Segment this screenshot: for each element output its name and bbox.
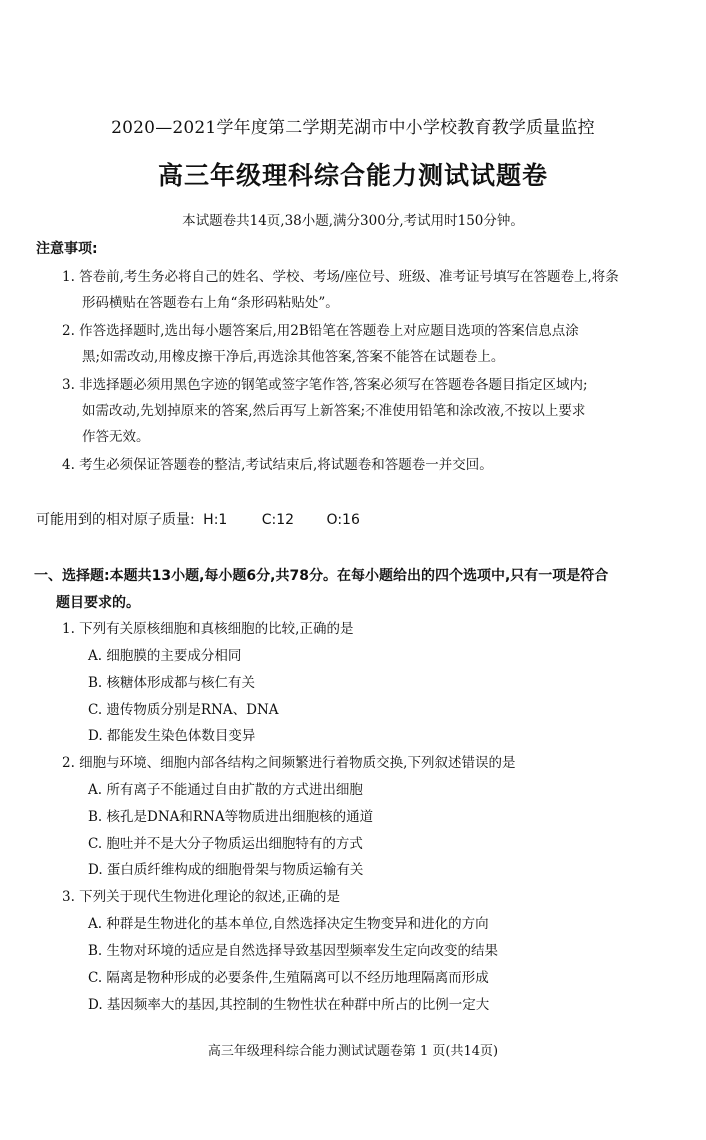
atomic-mass-c: C:12 <box>261 512 295 528</box>
question-stem: 3. 下列关于现代生物进化理论的叙述,正确的是 <box>62 889 340 905</box>
question-option: B. 核孔是DNA和RNA等物质进出细胞核的通道 <box>88 809 374 825</box>
atomic-masses <box>36 509 360 529</box>
notice-line: 2. 作答选择题时,选出每小题答案后,用2B铅笔在答题卷上对应题目选项的答案信息点涂 <box>62 323 579 339</box>
page-title: 高三年级理科综合能力测试试题卷 <box>157 161 548 190</box>
question-option: D. 都能发生染色体数目变异 <box>88 728 256 744</box>
question-stem: 1. 下列有关原核细胞和真核细胞的比较,正确的是 <box>62 621 354 637</box>
atomic-mass-h: H:1 <box>203 512 228 528</box>
notice-line: 3. 非选择题必须用黑色字迹的钢笔或签字笔作答,答案必须写在答题卷各题目指定区域内; <box>62 377 588 393</box>
notice-line: 作答无效。 <box>82 429 150 445</box>
question-option: B. 核糖体形成都与核仁有关 <box>88 675 256 691</box>
notice-line: 4. 考生必须保证答题卷的整洁,考试结束后,将试题卷和答题卷一并交回。 <box>62 457 493 473</box>
question-option: C. 胞吐并不是大分子物质运出细胞特有的方式 <box>88 836 363 852</box>
atomic-masses-label: 可能用到的相对原子质量: <box>36 512 195 528</box>
question-option: C. 遗传物质分别是RNA、DNA <box>88 702 279 718</box>
question-option: B. 生物对环境的适应是自然选择导致基因型频率发生定向改变的结果 <box>88 943 499 959</box>
section-heading-cont: 题目要求的。 <box>56 595 140 611</box>
notice-line: 如需改动,先划掉原来的答案,然后再写上新答案;不准使用铅笔和涂改液,不按以上要求 <box>82 403 586 419</box>
atomic-mass-o: O:16 <box>326 512 360 528</box>
section-heading: 一、选择题:本题共13小题,每小题6分,共78分。在每小题给出的四个选项中,只有一项是符合 <box>34 568 609 584</box>
question-option: A. 所有离子不能通过自由扩散的方式进出细胞 <box>88 782 363 798</box>
notice-line: 形码横贴在答题卷右上角“条形码粘贴处”。 <box>82 295 339 311</box>
question-stem: 2. 细胞与环境、细胞内部各结构之间频繁进行着物质交换,下列叙述错误的是 <box>62 755 516 771</box>
notice-line: 黑;如需改动,用橡皮擦干净后,再选涂其他答案,答案不能答在试题卷上。 <box>82 349 505 365</box>
exam-header: 2020—2021学年度第二学期芜湖市中小学校教育教学质量监控 <box>111 118 595 138</box>
notice-heading: 注意事项: <box>36 241 98 257</box>
exam-subtitle: 本试题卷共14页,38小题,满分300分,考试用时150分钟。 <box>182 213 524 229</box>
question-option: A. 细胞膜的主要成分相同 <box>88 648 242 664</box>
question-option: A. 种群是生物进化的基本单位,自然选择决定生物变异和进化的方向 <box>88 916 489 932</box>
question-option: C. 隔离是物种形成的必要条件,生殖隔离可以不经历地理隔离而形成 <box>88 970 489 986</box>
page-footer: 高三年级理科综合能力测试试题卷第 1 页(共14页) <box>207 1044 499 1059</box>
question-option: D. 蛋白质纤维构成的细胞骨架与物质运输有关 <box>88 862 364 878</box>
question-option: D. 基因频率大的基因,其控制的生物性状在种群中所占的比例一定大 <box>88 997 490 1013</box>
notice-line: 1. 答卷前,考生务必将自己的姓名、学校、考场/座位号、班级、准考证号填写在答题卷上,将条 <box>62 269 619 285</box>
